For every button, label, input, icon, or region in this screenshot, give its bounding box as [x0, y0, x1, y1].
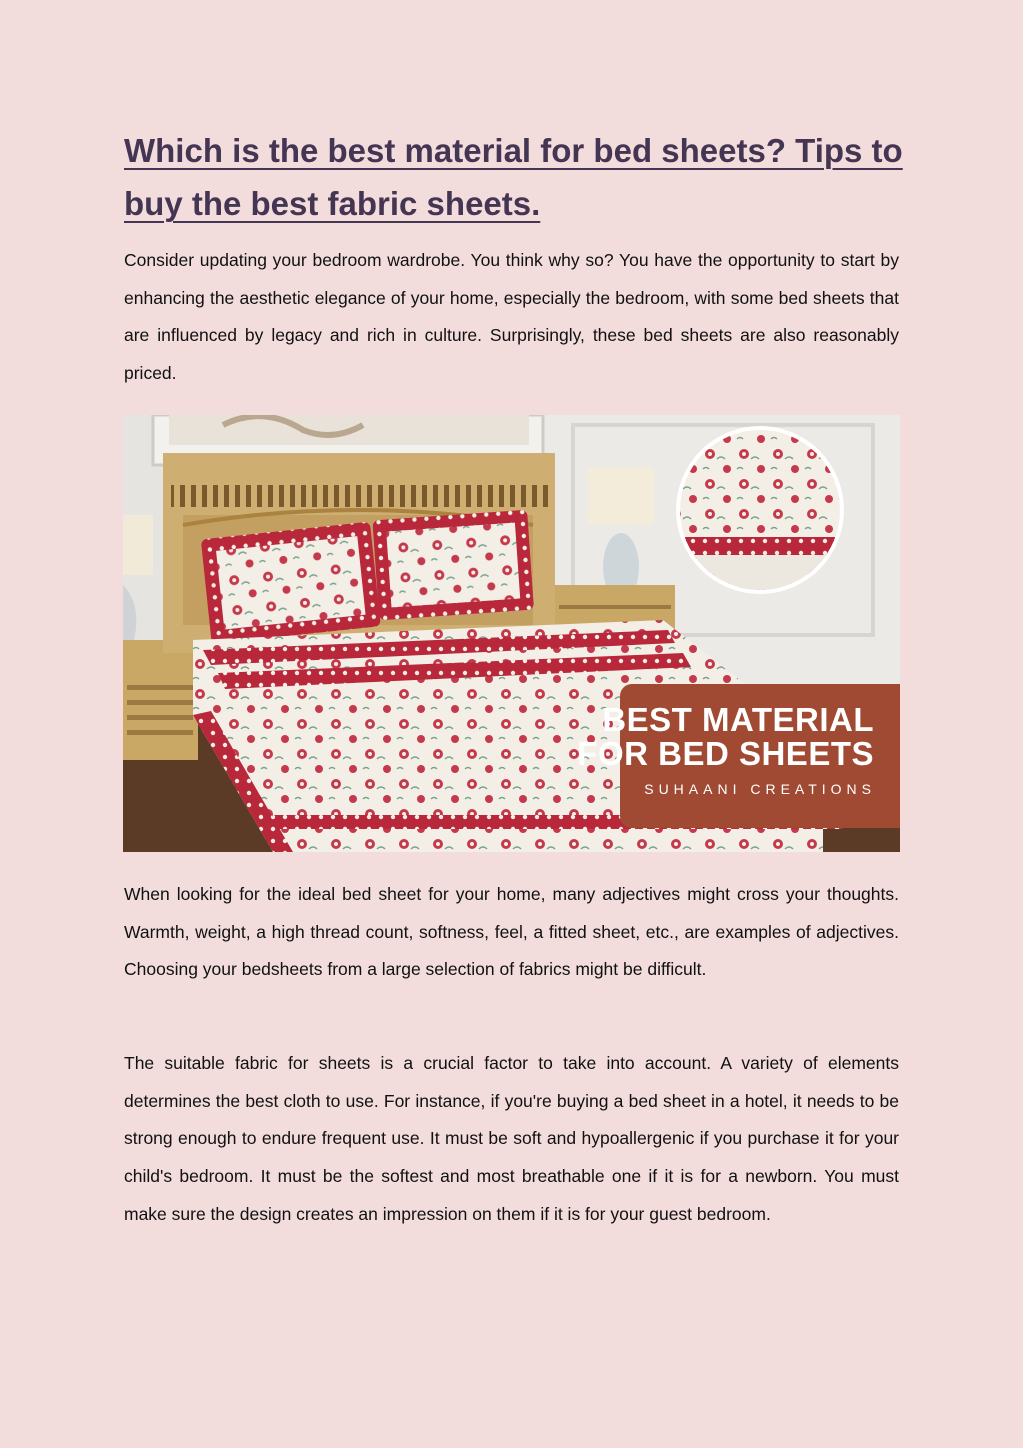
banner-headline-line-1: BEST MATERIAL: [602, 701, 874, 738]
promo-banner: [577, 684, 900, 828]
paragraph-intro: Consider updating your bedroom wardrobe. You think why so? You have the opportunity to start by enhancing the aesthetic elegance of your home, especially the bedroom, with some bed sheets that are influenced by legacy and rich in culture. Surprisingly, these bed sheets are also reasonably priced.: [124, 250, 899, 384]
paragraph-fabric-factors: The suitable fabric for sheets is a crucial factor to take into account. A variety of elements determines the best cloth to use. For instance, if you're buying a bed sheet in a hotel, it needs to be strong enough to endure frequent use. It must be soft and hypoallergenic if you purchase it for your child's bedroom. It must be the softest and most breathable one if it is for a newborn. You must make sure the design creates an impression on them if it is for your guest bedroom.: [124, 1053, 899, 1224]
article-title: Which is the best material for bed sheets? Tips to buy the best fabric sheets.: [124, 132, 903, 222]
paragraph-adjectives: When looking for the ideal bed sheet for your home, many adjectives might cross your thoughts. Warmth, weight, a high thread count, softness, feel, a fitted sheet, etc., are examples of adjectives. Choosing your bedsheets from a large selection of fabrics might be difficult.: [124, 884, 899, 980]
hero-image: [123, 415, 900, 852]
banner-headline-line-2: FOR BED SHEETS: [577, 735, 874, 772]
banner-brand-name: SUHAANI CREATIONS: [644, 781, 876, 797]
